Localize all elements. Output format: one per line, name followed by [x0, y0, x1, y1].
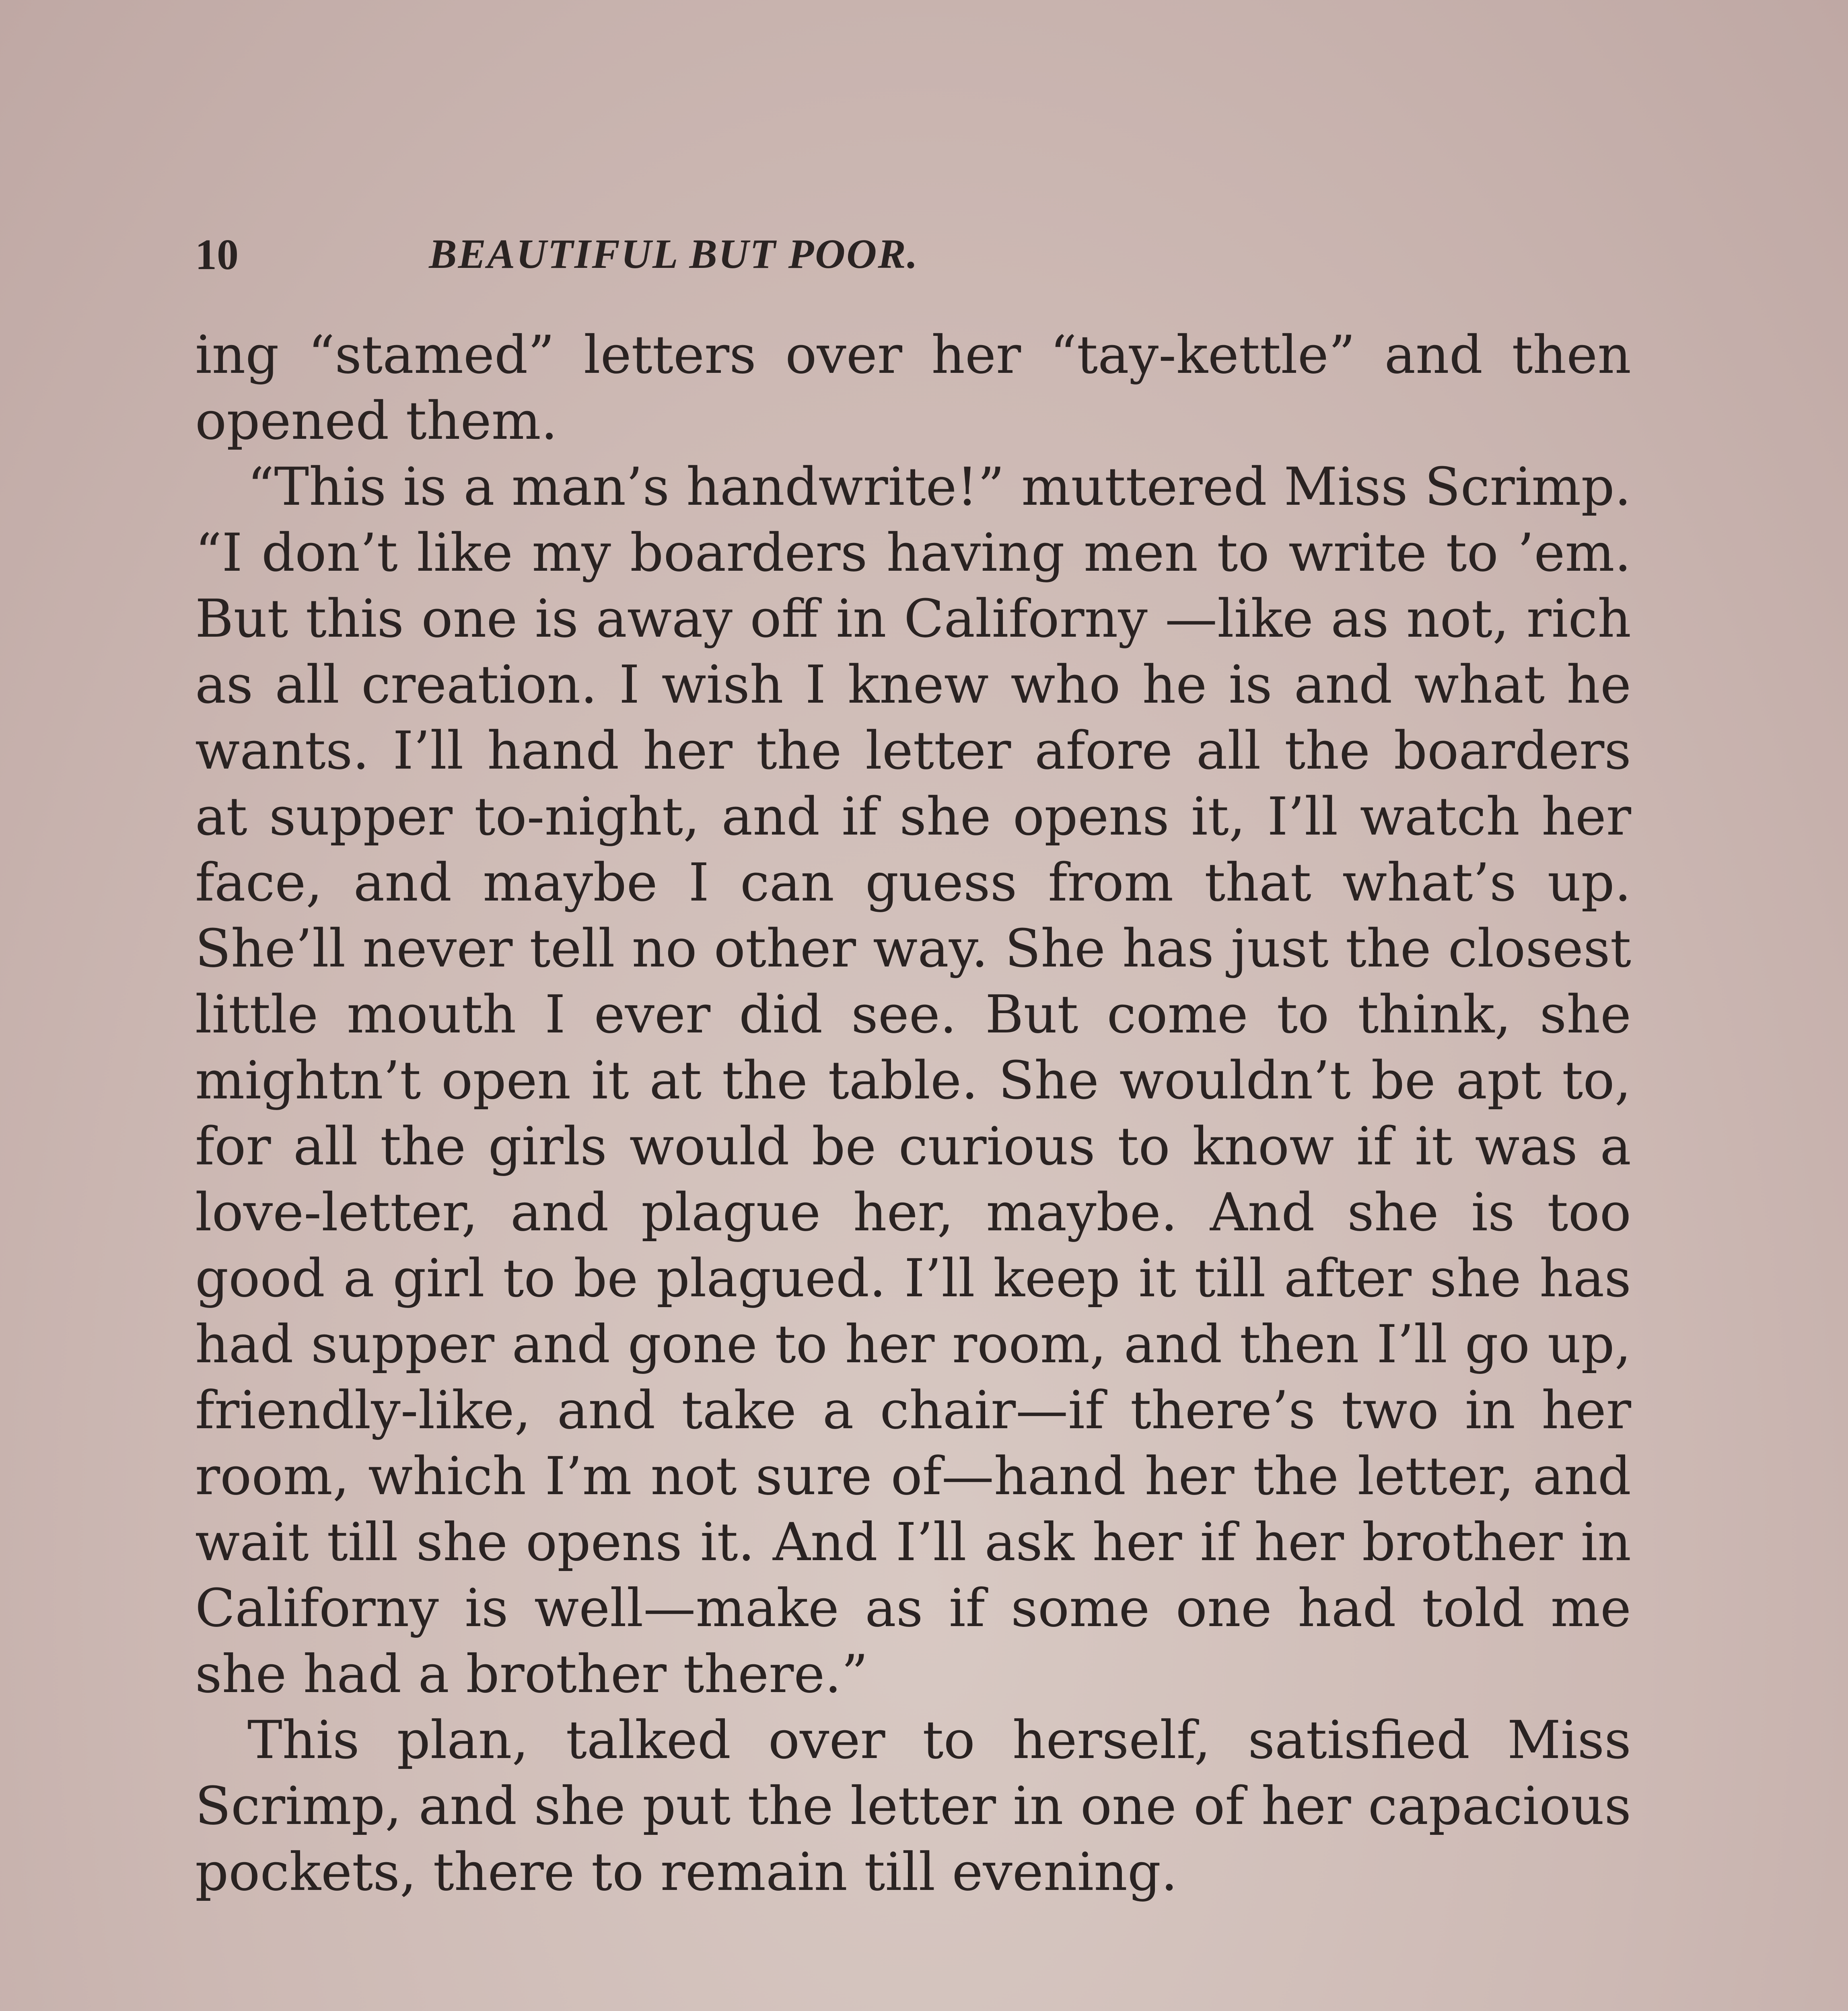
- page-number: 10: [195, 231, 239, 279]
- running-title: BEAUTIFUL BUT POOR.: [429, 231, 919, 277]
- body-text: [195, 322, 1631, 1905]
- paragraph-plan: This plan, talked over to herself, satisfied Miss Scrimp, and she put the letter in one of her capacious pockets, there to remain till evening.: [195, 1709, 1631, 1902]
- paragraph-dialogue: “This is a man’s handwrite!” muttered Miss Scrimp. “I don’t like my boarders having men to write to ’em. But this one is away off in Californy —like as not, rich as all creation. I wish I knew who he is and what he wants. I’ll hand her the letter afore all the boarders at supper to-night, and if she opens it, I’ll watch her face, and maybe I can guess from that what’s up. She’ll never tell no other way. She has just the closest little mouth I ever did see. But come to think, she mightn’t open it at the table. She wouldn’t be apt to, for all the girls would be curious to know if it was a love-letter, and plague her, maybe. And she is too good a girl to be plagued. I’ll keep it till after she has had supper and gone to her room, and then I’ll go up, friendly-like, and take a chair—if there’s two in her room, which I’m not sure of—hand her the letter, and wait till she opens it. And I’ll ask her if her brother in Californy is well—make as if some one had told me she had a brother there.”: [195, 456, 1631, 1705]
- page-header: [195, 225, 1152, 294]
- paragraph-continued: ing “stamed” letters over her “tay-kettle” and then opened them.: [195, 324, 1631, 451]
